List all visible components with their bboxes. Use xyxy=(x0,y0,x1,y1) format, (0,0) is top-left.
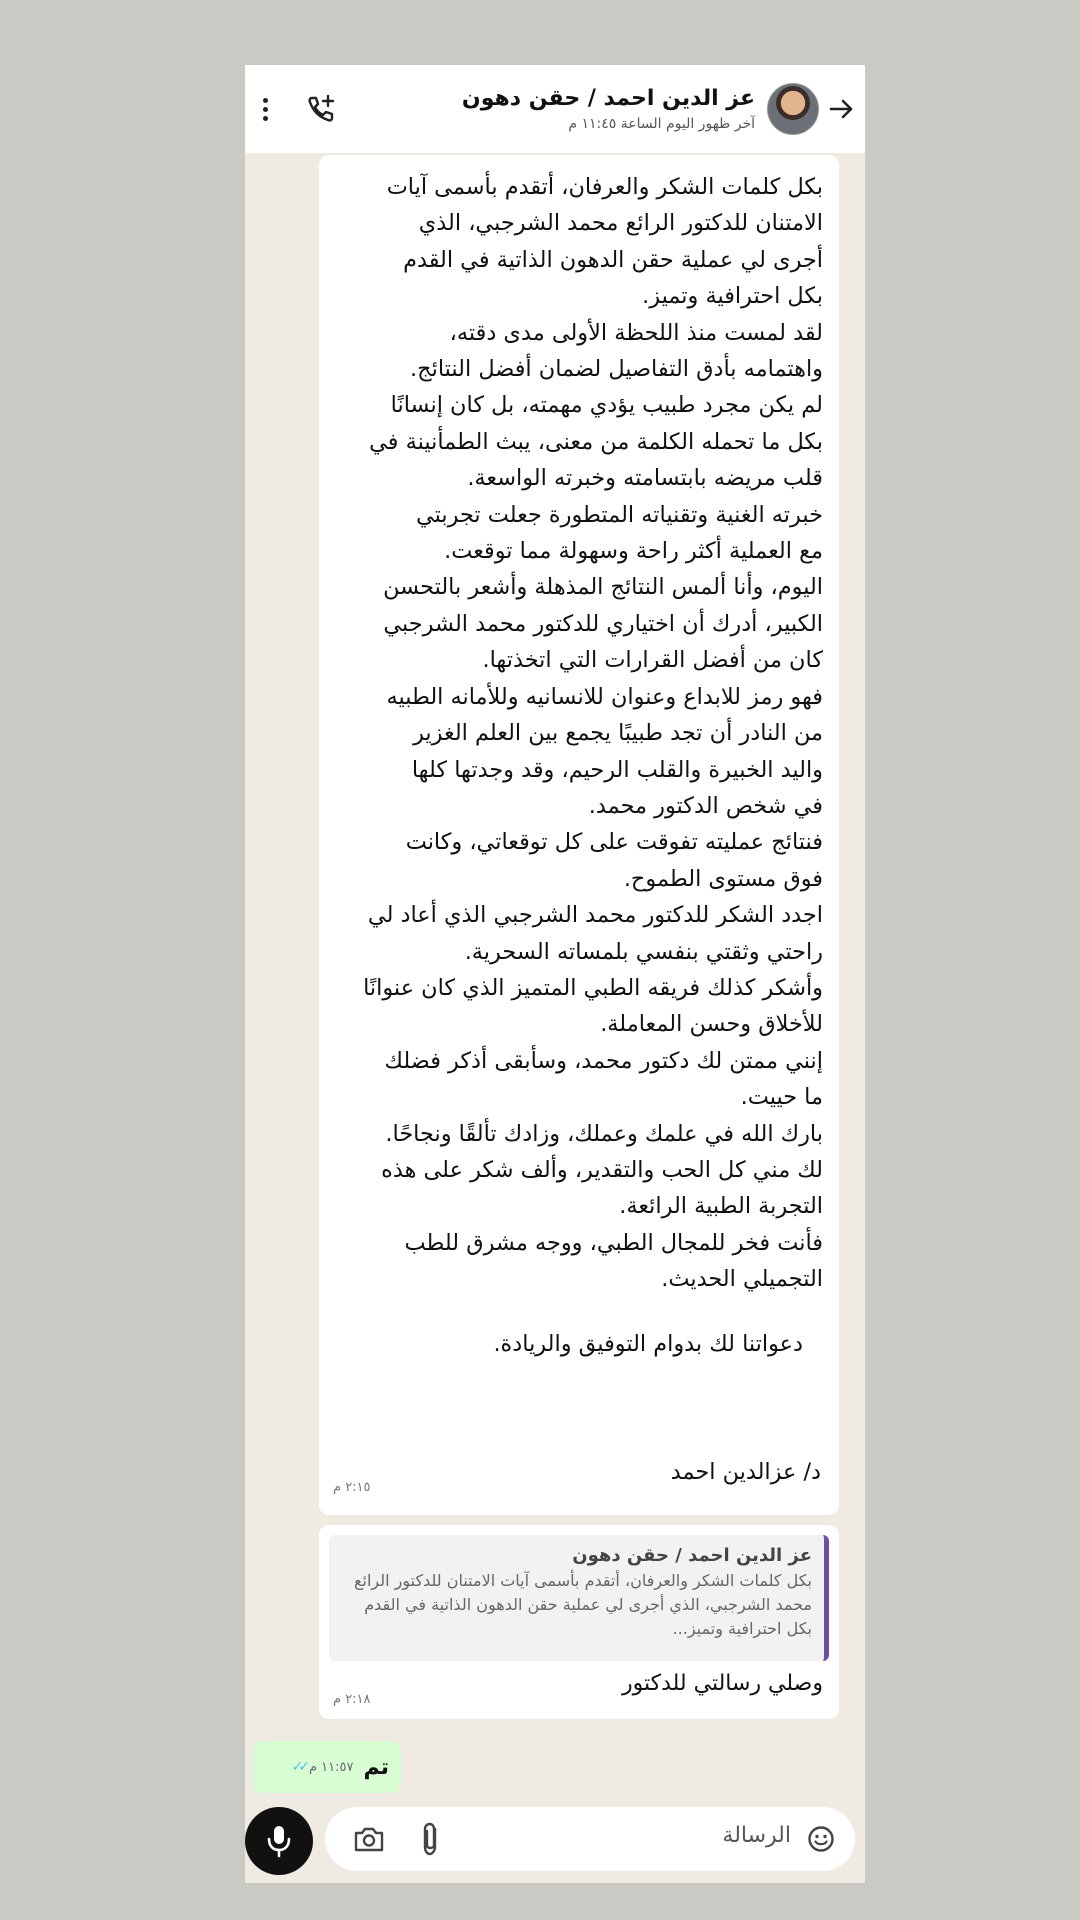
mic-icon xyxy=(264,1824,294,1858)
quoted-message[interactable] xyxy=(329,1535,829,1661)
incoming-reply-message[interactable] xyxy=(319,1525,839,1719)
read-receipt-icon: ✓✓ xyxy=(291,1759,305,1775)
message-text: بكل كلمات الشكر والعرفان، أتقدم بأسمى آيات الامتنان للدكتور الرائع محمد الشرجبي، الذي أجرى لي عملية حقن الدهون الذاتية في القدم بكل احترافية وتميز. لقد لمست منذ اللحظة الأولى مدى دقته، واهتمامه بأدق التفاصيل لضمان أفضل النتائج. لم يكن مجرد طبيب يؤدي مهمته، بل كان إنسانًا بكل ما تحمله الكلمة من معنى، يبث الطمأنينة في قلب مريضه بابتسامته وخبرته الواسعة. خبرته الغنية وتقنياته المتطورة جعلت تجربتي مع العملية أكثر راحة وسهولة مما توقعت. اليوم، وأنا ألمس النتائج المذهلة وأشعر بالتحسن الكبير، أدرك أن اختياري للدكتور محمد الشرجبي كان من أفضل القرارات التي اتخذتها. فهو رمز للابداع وعنوان للانسانيه وللأمانه الطبيه من النادر أن تجد طبيبًا يجمع بين العلم الغزير واليد الخبيرة والقلب الرحيم، وقد وجدتها كلها في شخص الدكتور محمد. فنتائج عمليته تفوقت على كل توقعاتي، وكانت فوق مستوى الطموح. اجدد الشكر للدكتور محمد الشرجبي الذي أعاد لي راحتي وثقتي بنفسي بلمساته السحرية. وأشكر كذلك فريقه الطبي المتميز الذي كان عنوانًا للأخلاق وحسن المعاملة. إنني ممتن لك دكتور محمد، وسأبقى أذكر فضلك ما حييت. بارك الله في علمك وعملك، وزادك تألقًا ونجاحًا. لك مني كل الحب والتقدير، وألف شكر على هذه التجربة الطبية الرائعة. فأنت فخر للمجال الطبي، ووجه مشرق للطب التجميلي الحديث. xyxy=(363,174,823,1293)
contact-info[interactable] xyxy=(462,84,755,134)
incoming-message[interactable] xyxy=(319,155,839,1515)
avatar[interactable] xyxy=(767,83,819,135)
chat-screen xyxy=(245,65,865,1883)
message-closing: دعواتنا لك بدوام التوفيق والريادة. xyxy=(493,1330,803,1357)
back-arrow-icon[interactable] xyxy=(827,95,855,123)
quoted-text: بكل كلمات الشكر والعرفان، أتقدم بأسمى آيات الامتنان للدكتور الرائع محمد الشرجبي، الذي أجرى لي عملية حقن الدهون الذاتية في القدم بكل احترافية وتميز... xyxy=(353,1571,812,1638)
message-time: ١١:٥٧ م xyxy=(308,1759,354,1775)
header-contact[interactable] xyxy=(462,65,855,153)
add-call-icon[interactable] xyxy=(304,92,338,126)
composer xyxy=(245,1803,865,1873)
more-vert-icon[interactable] xyxy=(259,92,272,127)
header-actions xyxy=(259,65,338,153)
last-seen-status: آخر ظهور اليوم الساعة ١١:٤٥ م xyxy=(568,116,755,132)
message-list[interactable] xyxy=(245,153,865,1793)
chat-header xyxy=(245,65,865,153)
message-text: وصلي رسالتي للدكتور xyxy=(622,1671,823,1696)
message-placeholder: الرسالة xyxy=(722,1823,791,1848)
message-time: ٢:١٥ م xyxy=(333,1480,371,1495)
message-time: ٢:١٨ م xyxy=(333,1692,371,1707)
message-meta xyxy=(292,1759,354,1775)
outgoing-message[interactable] xyxy=(253,1741,401,1793)
contact-name: عز الدين احمد / حقن دهون xyxy=(461,86,755,111)
message-input[interactable] xyxy=(325,1807,855,1871)
emoji-icon[interactable] xyxy=(807,1825,835,1853)
camera-icon[interactable] xyxy=(353,1825,385,1853)
message-text: تم xyxy=(363,1754,389,1780)
message-signature: د/ عزالدين احمد xyxy=(670,1459,821,1485)
attach-icon[interactable] xyxy=(419,1821,441,1857)
mic-button[interactable] xyxy=(245,1807,313,1875)
quoted-sender: عز الدين احمد / حقن دهون xyxy=(572,1545,812,1566)
